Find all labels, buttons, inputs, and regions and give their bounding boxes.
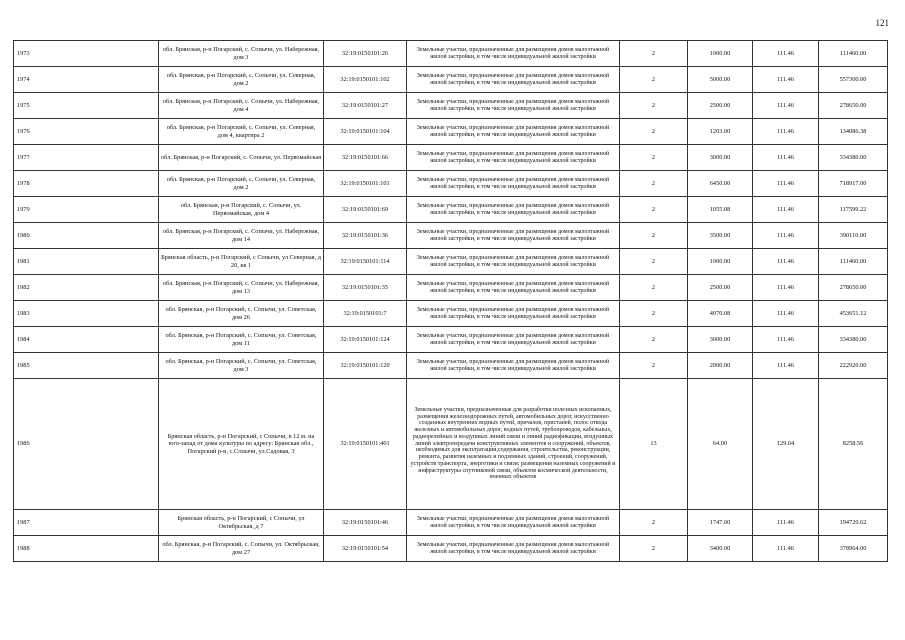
cadastral-number-cell: 32:19:0150101:104 [324,119,407,145]
row-number: 1985 [14,353,159,379]
land-use-cell: Земельные участки, предназначенные для размещения домов малоэтажной жилой застройки, в том числе индивидуальной жилой застройки [407,119,620,145]
cadastral-number-cell: 32:19:0150101:66 [324,145,407,171]
area-cell: 64.00 [688,379,753,510]
cadastral-value-cell: 134086.38 [819,119,888,145]
row-number: 1982 [14,275,159,301]
cadastral-number-cell: 32:19:0150101:7 [324,301,407,327]
cadastral-number-cell: 32:19:0150101:114 [324,249,407,275]
group-cell: 2 [620,223,688,249]
address-cell: Брянская область, р-н Погарский, с Сопычи, в 12 м. на юго-запад от дома культуры по адресу: Брянская обл., Погарский р-н, с.Сопычи, ул.Садовая, 3 [159,379,324,510]
area-cell: 1000.00 [688,249,753,275]
cadastral-number-cell: 32:19:0150101:26 [324,41,407,67]
specific-value-cell: 111.46 [753,197,819,223]
row-number: 1980 [14,223,159,249]
row-number: 1984 [14,327,159,353]
table-row [14,275,888,301]
cadastral-number-cell: 32:19:0150101:101 [324,171,407,197]
address-cell: Брянская область, р-н Погарский, с Сопычи, ул Октябрьская, д 7 [159,510,324,536]
cadastral-value-cell: 8258.56 [819,379,888,510]
specific-value-cell: 111.46 [753,119,819,145]
row-number: 1974 [14,67,159,93]
address-cell: обл. Брянская, р-н Погарский, с. Сопычи, ул. Советская, дом 26 [159,301,324,327]
area-cell: 3000.00 [688,327,753,353]
land-use-cell: Земельные участки, предназначенные для размещения домов малоэтажной жилой застройки, в том числе индивидуальной жилой застройки [407,327,620,353]
table-row [14,67,888,93]
land-use-cell: Земельные участки, предназначенные для размещения домов малоэтажной жилой застройки, в том числе индивидуальной жилой застройки [407,510,620,536]
address-cell: обл. Брянская, р-н Погарский, с. Сопычи, ул. Северная, дом 2 [159,171,324,197]
cadastral-value-cell: 557300.00 [819,67,888,93]
land-use-cell: Земельные участки, предназначенные для размещения домов малоэтажной жилой застройки, в том числе индивидуальной жилой застройки [407,93,620,119]
specific-value-cell: 129.04 [753,379,819,510]
cadastral-number-cell: 32:19:0150101:27 [324,93,407,119]
area-cell: 2500.00 [688,93,753,119]
address-cell: обл. Брянская, р-н Погарский, с. Сопычи, ул. Набережная, дом 13 [159,275,324,301]
row-number: 1988 [14,536,159,562]
specific-value-cell: 111.46 [753,353,819,379]
area-cell: 6450.00 [688,171,753,197]
page-number: 121 [875,18,889,28]
table-row [14,145,888,171]
row-number: 1981 [14,249,159,275]
group-cell: 2 [620,353,688,379]
cadastral-number-cell: 32:19:0150101:124 [324,327,407,353]
table-row [14,197,888,223]
land-use-cell: Земельные участки, предназначенные для размещения домов малоэтажной жилой застройки, в том числе индивидуальной жилой застройки [407,536,620,562]
land-use-cell: Земельные участки, предназначенные для размещения домов малоэтажной жилой застройки, в том числе индивидуальной жилой застройки [407,353,620,379]
group-cell: 2 [620,67,688,93]
cadastral-value-cell: 718917.00 [819,171,888,197]
land-use-cell: Земельные участки, предназначенные для размещения домов малоэтажной жилой застройки, в том числе индивидуальной жилой застройки [407,145,620,171]
cadastral-value-cell: 222920.00 [819,353,888,379]
table-row [14,353,888,379]
table-row [14,536,888,562]
land-use-cell: Земельные участки, предназначенные для размещения домов малоэтажной жилой застройки, в том числе индивидуальной жилой застройки [407,275,620,301]
specific-value-cell: 111.46 [753,223,819,249]
area-cell: 3000.00 [688,145,753,171]
cadastral-value-cell: 453651.12 [819,301,888,327]
table-row [14,379,888,510]
address-cell: обл. Брянская, р-н Погарский, с. Сопычи, ул. Первомайская [159,145,324,171]
specific-value-cell: 111.46 [753,510,819,536]
cadastral-value-cell: 278650.00 [819,93,888,119]
specific-value-cell: 111.46 [753,249,819,275]
row-number: 1986 [14,379,159,510]
cadastral-number-cell: 32:19:0150101:401 [324,379,407,510]
cadastral-number-cell: 32:19:0150101:54 [324,536,407,562]
address-cell: обл. Брянская, р-н Погарский, с. Сопычи, ул. Первомайская, дом 4 [159,197,324,223]
cadastral-value-cell: 390110.00 [819,223,888,249]
area-cell: 1055.08 [688,197,753,223]
area-cell: 3500.00 [688,223,753,249]
cadastral-value-cell: 334380.00 [819,145,888,171]
cadastral-value-table [13,40,888,562]
group-cell: 2 [620,119,688,145]
cadastral-value-cell: 111460.00 [819,41,888,67]
specific-value-cell: 111.46 [753,536,819,562]
table-row [14,41,888,67]
row-number: 1979 [14,197,159,223]
group-cell: 2 [620,327,688,353]
cadastral-number-cell: 32:19:0150101:36 [324,223,407,249]
cadastral-number-cell: 32:19:0150101:102 [324,67,407,93]
table-row [14,119,888,145]
table-row [14,223,888,249]
cadastral-value-cell: 117599.22 [819,197,888,223]
row-number: 1975 [14,93,159,119]
row-number: 1977 [14,145,159,171]
area-cell: 1747.00 [688,510,753,536]
address-cell: обл. Брянская, р-н Погарский, с. Сопычи, ул. Набережная, дом 14 [159,223,324,249]
address-cell: обл. Брянская, р-н Погарский, с. Сопычи, ул. Набережная, дом 3 [159,41,324,67]
address-cell: обл. Брянская, р-н Погарский, с. Сопычи, ул. Северная, дом 2 [159,67,324,93]
group-cell: 2 [620,41,688,67]
table-row [14,301,888,327]
area-cell: 1203.00 [688,119,753,145]
land-use-cell: Земельные участки, предназначенные для размещения домов малоэтажной жилой застройки, в том числе индивидуальной жилой застройки [407,197,620,223]
table-row [14,249,888,275]
cadastral-number-cell: 32:19:0150101:120 [324,353,407,379]
area-cell: 2000.00 [688,353,753,379]
specific-value-cell: 111.46 [753,327,819,353]
area-cell: 2500.00 [688,275,753,301]
group-cell: 2 [620,197,688,223]
group-cell: 2 [620,249,688,275]
specific-value-cell: 111.46 [753,41,819,67]
specific-value-cell: 111.46 [753,275,819,301]
land-use-cell: Земельные участки, предназначенные для размещения домов малоэтажной жилой застройки, в том числе индивидуальной жилой застройки [407,301,620,327]
row-number: 1987 [14,510,159,536]
cadastral-value-cell: 334380.00 [819,327,888,353]
specific-value-cell: 111.46 [753,171,819,197]
row-number: 1978 [14,171,159,197]
group-cell: 2 [620,145,688,171]
specific-value-cell: 111.46 [753,93,819,119]
group-cell: 2 [620,301,688,327]
group-cell: 2 [620,93,688,119]
row-number: 1973 [14,41,159,67]
address-cell: Брянская область, р-н Погарский, с Сопычи, ул Северная, д 20, кв 1 [159,249,324,275]
address-cell: обл. Брянская, р-н Погарский, с. Сопычи, ул. Северная, дом 4, квартира 2 [159,119,324,145]
group-cell: 13 [620,379,688,510]
land-use-cell: Земельные участки, предназначенные для размещения домов малоэтажной жилой застройки, в том числе индивидуальной жилой застройки [407,67,620,93]
row-number: 1976 [14,119,159,145]
group-cell: 2 [620,510,688,536]
cadastral-number-cell: 32:19:0150101:46 [324,510,407,536]
group-cell: 2 [620,536,688,562]
cadastral-number-cell: 32:19:0150101:69 [324,197,407,223]
address-cell: обл. Брянская, р-н Погарский, с. Сопычи, ул. Октябрьская, дом 27 [159,536,324,562]
table-row [14,327,888,353]
land-use-cell: Земельные участки, предназначенные для разработки полезных ископаемых, размещения железнодорожных путей, автомобильных дорог, искусственно созданных внутренних водных путей, причалов, пристаней, полос отвода железных и автомобильных дорог, водных путей, трубопроводов, кабельных, радиорелейных и воздушных линий связи и линий радиофикации, воздушных линий электропередачи конструктивных элементов и сооружений, объектов, необходимых для эксплуатации,содержания, строительства, реконструкции, ремонта, развития наземных и подземных зданий, строений, сооружений, устройств транспорта, энергетики и связи; размещения наземных сооружений и инфраструктуры спутниковой связи, объектов космической деятельности, военных объектов [407,379,620,510]
cadastral-value-cell: 194720.62 [819,510,888,536]
table-row [14,510,888,536]
land-use-cell: Земельные участки, предназначенные для размещения домов малоэтажной жилой застройки, в том числе индивидуальной жилой застройки [407,41,620,67]
table-row [14,171,888,197]
cadastral-value-cell: 111460.00 [819,249,888,275]
land-use-cell: Земельные участки, предназначенные для размещения домов малоэтажной жилой застройки, в том числе индивидуальной жилой застройки [407,223,620,249]
cadastral-value-cell: 278650.00 [819,275,888,301]
row-number: 1983 [14,301,159,327]
land-use-cell: Земельные участки, предназначенные для размещения домов малоэтажной жилой застройки, в том числе индивидуальной жилой застройки [407,171,620,197]
area-cell: 4070.08 [688,301,753,327]
group-cell: 2 [620,275,688,301]
address-cell: обл. Брянская, р-н Погарский, с. Сопычи, ул. Советская, дом 3 [159,353,324,379]
table-row [14,93,888,119]
land-use-cell: Земельные участки, предназначенные для размещения домов малоэтажной жилой застройки, в том числе индивидуальной жилой застройки [407,249,620,275]
cadastral-value-cell: 378964.00 [819,536,888,562]
table-body [14,41,888,562]
specific-value-cell: 111.46 [753,67,819,93]
area-cell: 3400.00 [688,536,753,562]
group-cell: 2 [620,171,688,197]
specific-value-cell: 111.46 [753,301,819,327]
cadastral-number-cell: 32:19:0150101:35 [324,275,407,301]
address-cell: обл. Брянская, р-н Погарский, с. Сопычи, ул. Набережная, дом 4 [159,93,324,119]
area-cell: 1000.00 [688,41,753,67]
area-cell: 5000.00 [688,67,753,93]
specific-value-cell: 111.46 [753,145,819,171]
address-cell: обл. Брянская, р-н Погарский, с. Сопычи, ул. Советская, дом 11 [159,327,324,353]
